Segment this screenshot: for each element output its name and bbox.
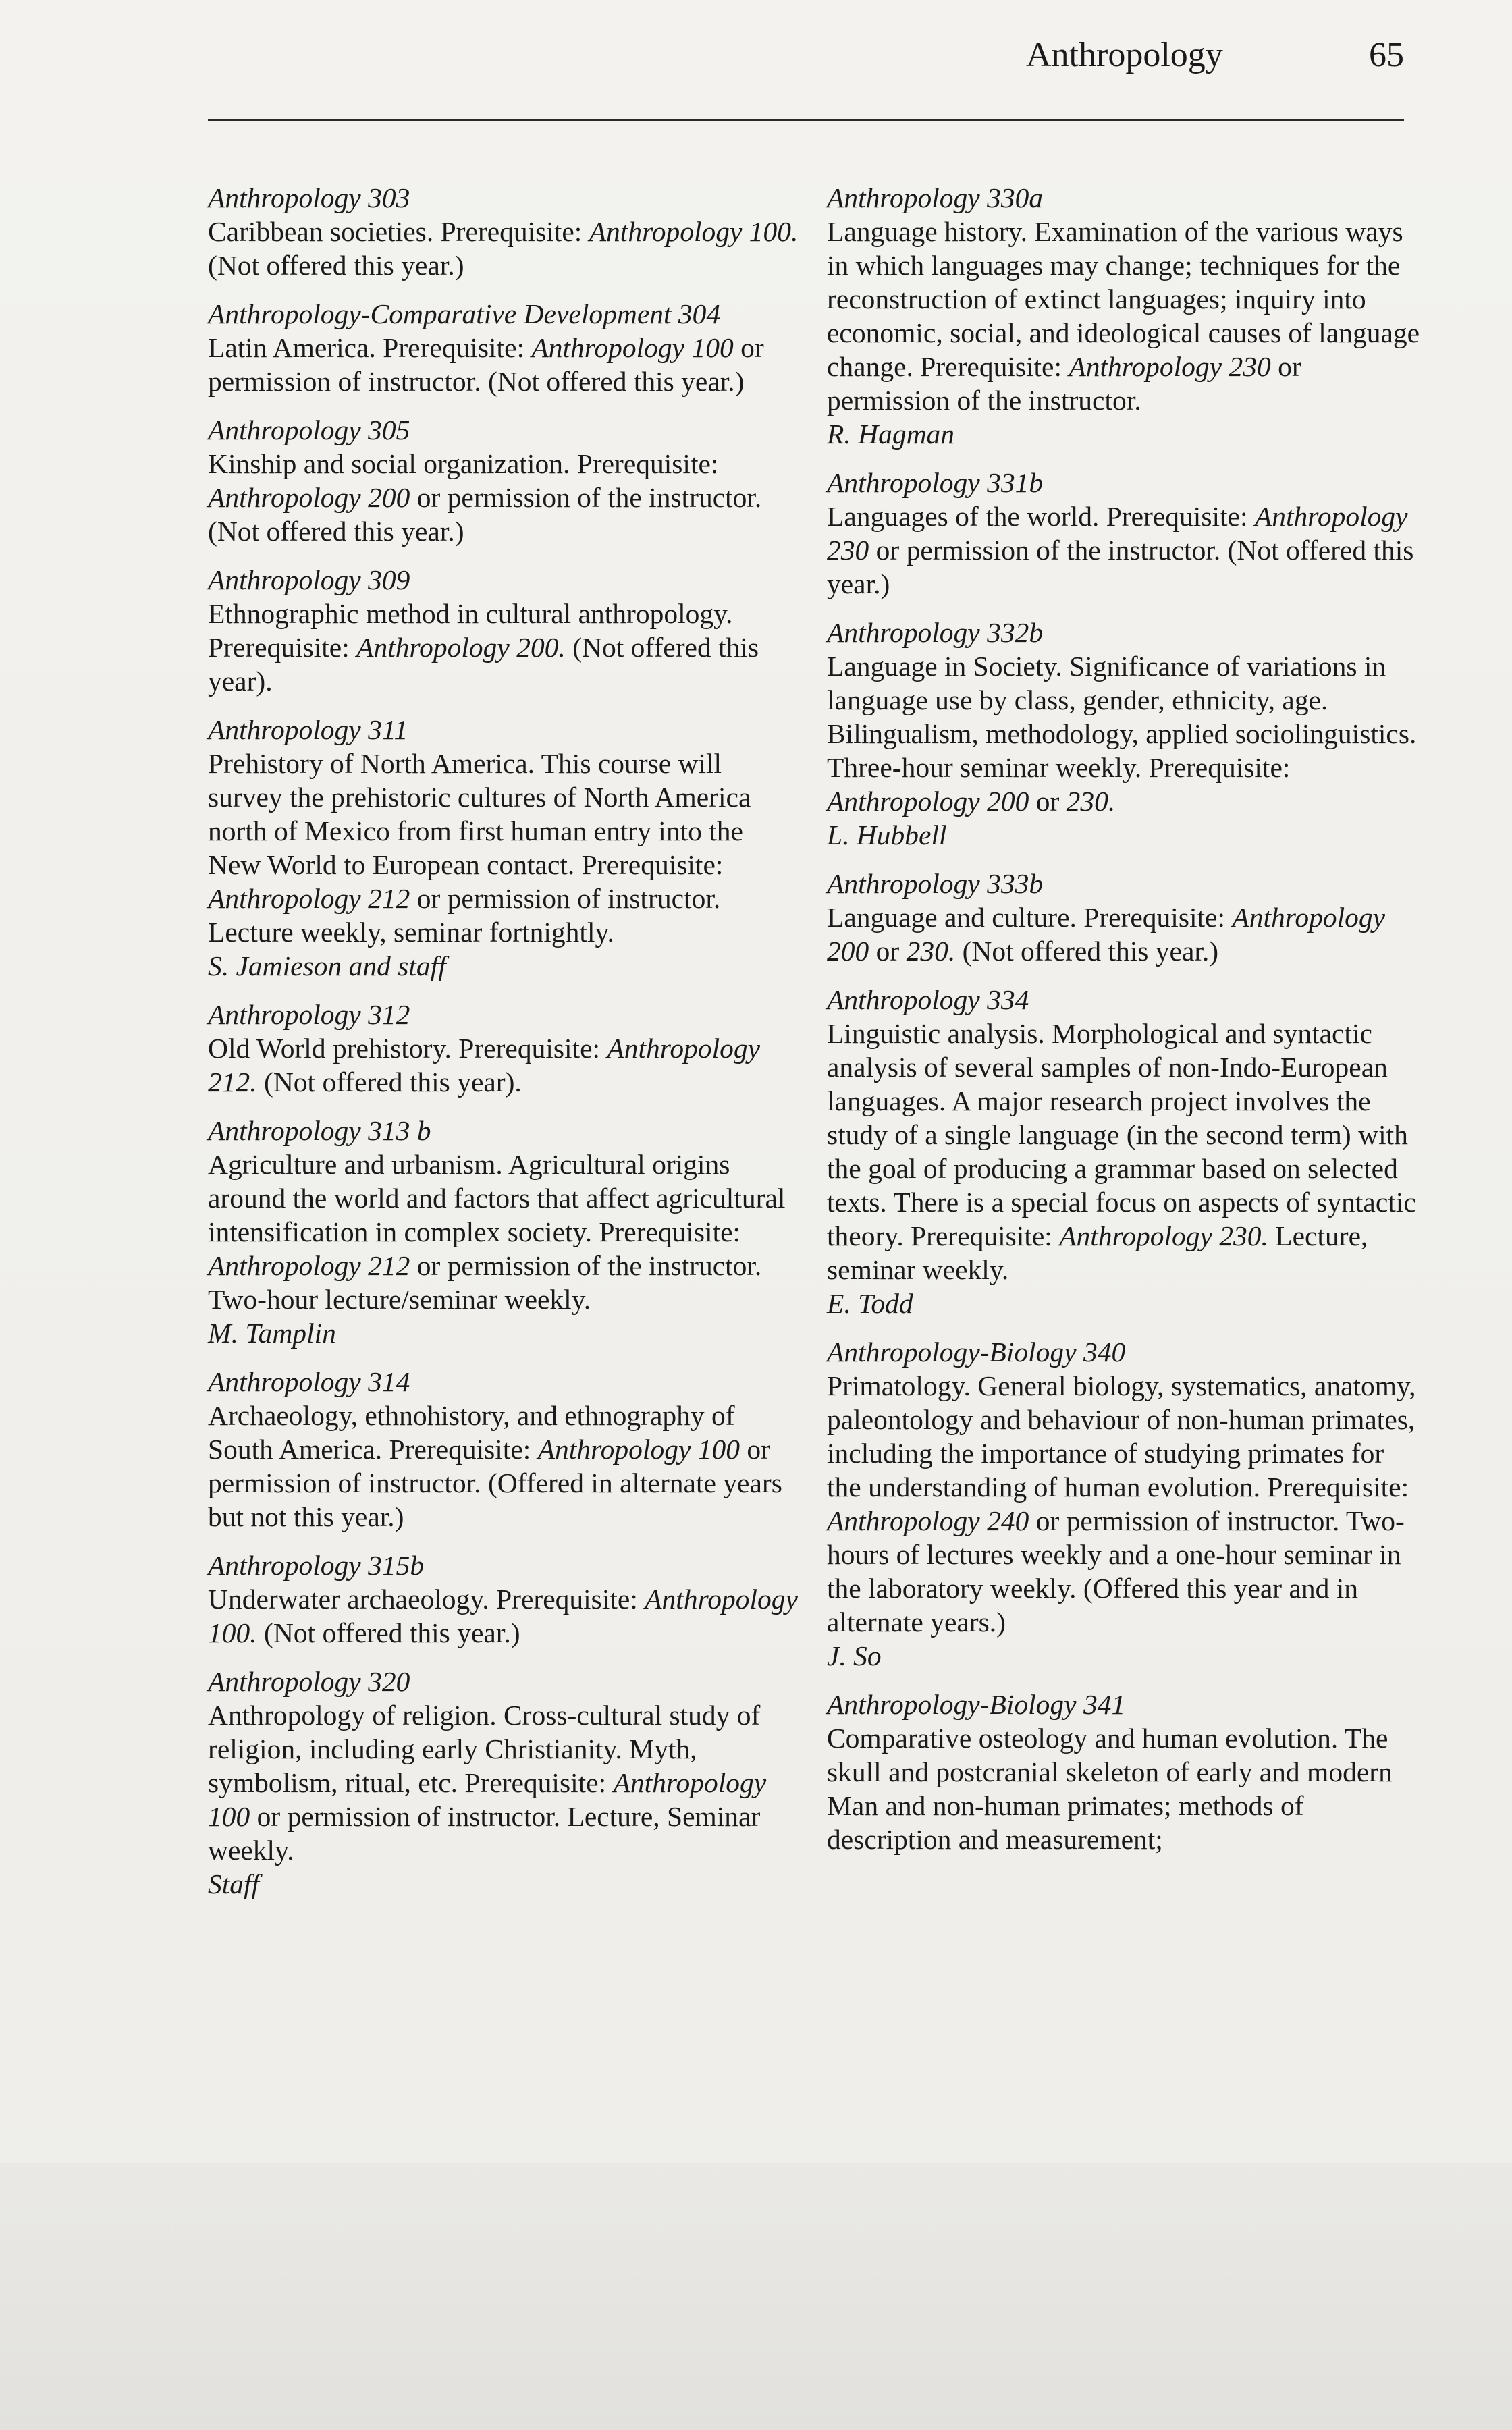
course-reference: Anthropology 100	[537, 1434, 740, 1465]
course-description	[208, 1698, 802, 1867]
course-description	[208, 1582, 802, 1650]
course-reference: Anthropology 240	[827, 1505, 1029, 1536]
instructor-name: S. Jamieson and staff	[208, 950, 446, 981]
course-title: Anthropology-Comparative Development 304	[208, 298, 721, 329]
description-text: or permission of the instructor. Two-hour lecture/seminar weekly.	[208, 1250, 762, 1315]
course-entry	[208, 1665, 802, 1901]
description-text: Primatology. General biology, systematics, anatomy, paleontology and behaviour of non-human primates, including the importance of studying primates for the understanding of human evolution. Prerequisite:	[827, 1370, 1416, 1503]
course-description	[208, 215, 802, 282]
course-entry	[208, 181, 802, 282]
description-text: Kinship and social organization. Prerequisite:	[208, 448, 719, 479]
course-reference: Anthropology 100.	[589, 216, 799, 247]
course-entry	[827, 466, 1421, 601]
course-description	[208, 1148, 802, 1316]
course-reference: Anthropology 212.	[208, 1033, 761, 1098]
description-text: Language and culture. Prerequisite:	[827, 902, 1233, 933]
course-reference: 230.	[906, 936, 956, 967]
course-reference: Anthropology 230.	[1059, 1220, 1268, 1251]
description-text: Lecture, seminar weekly.	[827, 1220, 1368, 1285]
description-text: or	[869, 936, 907, 967]
description-text: or permission of instructor. Lecture, Seminar weekly.	[208, 1801, 761, 1866]
course-description	[827, 500, 1421, 601]
course-title: Anthropology 330a	[827, 182, 1044, 213]
course-entry	[208, 1548, 802, 1650]
course-description	[827, 1721, 1421, 1856]
description-text: (Not offered this year).	[256, 1066, 522, 1098]
left-column	[208, 181, 802, 1916]
course-entry	[208, 413, 802, 548]
course-title: Anthropology 305	[208, 414, 410, 446]
course-title: Anthropology-Biology 340	[827, 1336, 1126, 1368]
description-text: Languages of the world. Prerequisite:	[827, 501, 1255, 532]
course-description	[827, 215, 1421, 417]
course-title: Anthropology 334	[827, 984, 1029, 1015]
description-text: Archaeology, ethnohistory, and ethnography of South America. Prerequisite:	[208, 1400, 735, 1465]
description-text: Underwater archaeology. Prerequisite:	[208, 1584, 645, 1615]
course-description	[827, 1369, 1421, 1639]
description-text: or permission of the instructor. (Not offered this year.)	[208, 482, 762, 547]
description-text: Latin America. Prerequisite:	[208, 332, 532, 363]
course-entry	[208, 1114, 802, 1350]
course-reference: 230.	[1066, 786, 1116, 817]
course-entry	[827, 1688, 1421, 1856]
course-entry	[208, 563, 802, 698]
course-description	[827, 649, 1421, 818]
description-text: (Not offered this year.)	[208, 250, 464, 281]
description-text: or	[1029, 786, 1066, 817]
description-text: Prehistory of North America. This course will survey the prehistoric cultures of North America north of Mexico from first human entry into the New World to European contact. Prerequisite:	[208, 748, 751, 880]
course-reference: Anthropology 100	[208, 1767, 767, 1832]
course-entry	[208, 1365, 802, 1534]
course-reference: Anthropology 200.	[356, 632, 566, 663]
description-text: Comparative osteology and human evolution. The skull and postcranial skeleton of early and modern Man and non-human primates; methods of description and measurement;	[827, 1723, 1393, 1855]
description-text: or permission of the instructor. (Not offered this year.)	[827, 535, 1414, 599]
description-text: (Not offered this year).	[208, 632, 759, 697]
description-text: Agriculture and urbanism. Agricultural origins around the world and factors that affect agricultural intensification in complex society. Prerequisite:	[208, 1149, 786, 1247]
course-entry	[208, 297, 802, 398]
course-entry	[827, 181, 1421, 451]
course-reference: Anthropology 212	[208, 883, 410, 914]
course-entry	[827, 983, 1421, 1320]
description-text: or permission of instructor. (Offered in alternate years but not this year.)	[208, 1434, 782, 1532]
course-title: Anthropology 309	[208, 564, 410, 595]
description-text: Linguistic analysis. Morphological and syntactic analysis of several samples of non-Indo-European languages. A major research project involves the study of a single language (in the second term) with the goal of producing a grammar based on selected texts. There is a special focus on aspects of syntactic theory. Prerequisite:	[827, 1018, 1416, 1251]
course-title: Anthropology 332b	[827, 617, 1044, 648]
instructor-name: R. Hagman	[827, 418, 955, 450]
course-title: Anthropology 311	[208, 714, 408, 745]
instructor-name: Staff	[208, 1868, 260, 1899]
running-head-title: Anthropology	[1026, 36, 1223, 74]
instructor-name: L. Hubbell	[827, 819, 947, 850]
course-reference: Anthropology 212	[208, 1250, 410, 1281]
page-shadow	[0, 2163, 1512, 2430]
description-text: (Not offered this year.)	[256, 1617, 520, 1648]
description-text: Anthropology of religion. Cross-cultural study of religion, including early Christianity. Myth, symbolism, ritual, etc. Prerequisite:	[208, 1700, 761, 1798]
header-rule	[208, 119, 1404, 122]
course-reference: Anthropology 200	[208, 482, 410, 513]
description-text: Caribbean societies. Prerequisite:	[208, 216, 589, 247]
running-head	[1026, 35, 1404, 75]
description-text: Old World prehistory. Prerequisite:	[208, 1033, 608, 1064]
course-reference: Anthropology 230	[1069, 351, 1271, 382]
page-number: 65	[1369, 36, 1404, 74]
instructor-name: J. So	[827, 1640, 882, 1671]
course-reference: Anthropology 100.	[208, 1584, 798, 1648]
course-title: Anthropology 303	[208, 182, 410, 213]
course-description	[827, 1017, 1421, 1287]
course-title: Anthropology 313 b	[208, 1115, 431, 1146]
course-reference: Anthropology 200	[827, 786, 1029, 817]
course-description	[208, 747, 802, 949]
course-description	[827, 900, 1421, 968]
course-entry	[827, 616, 1421, 852]
course-title: Anthropology 312	[208, 999, 410, 1030]
instructor-name: M. Tamplin	[208, 1318, 336, 1349]
course-reference: Anthropology 100	[531, 332, 734, 363]
course-title: Anthropology 314	[208, 1366, 410, 1397]
course-description	[208, 597, 802, 698]
course-description	[208, 331, 802, 398]
description-text: Ethnographic method in cultural anthropology. Prerequisite:	[208, 598, 733, 663]
course-title: Anthropology 320	[208, 1666, 410, 1697]
description-text: or permission of instructor. Two-hours of lectures weekly and a one-hour seminar in the laboratory weekly. (Offered this year and in alternate years.)	[827, 1505, 1405, 1638]
course-description	[208, 1031, 802, 1099]
description-text: Language in Society. Significance of variations in language use by class, gender, ethnicity, age. Bilingualism, methodology, applied sociolinguistics. Three-hour seminar weekly. Prerequisite:	[827, 651, 1417, 783]
right-column	[827, 181, 1421, 1871]
instructor-name: E. Todd	[827, 1288, 913, 1319]
course-title: Anthropology 333b	[827, 868, 1044, 899]
course-entry	[208, 713, 802, 983]
course-reference: Anthropology 200	[827, 902, 1386, 967]
description-text: or permission of the instructor.	[827, 351, 1301, 416]
description-text: Language history. Examination of the various ways in which languages may change; techniques for the reconstruction of extinct languages; inquiry into economic, social, and ideological causes of language change. Prerequisite:	[827, 216, 1420, 382]
course-title: Anthropology 315b	[208, 1550, 425, 1581]
description-text: or permission of instructor. Lecture weekly, seminar fortnightly.	[208, 883, 721, 948]
course-entry	[208, 998, 802, 1099]
course-description	[208, 447, 802, 548]
course-reference: Anthropology 230	[827, 501, 1408, 566]
course-entry	[827, 867, 1421, 968]
description-text: (Not offered this year.)	[955, 936, 1219, 967]
course-title: Anthropology 331b	[827, 467, 1044, 498]
course-description	[208, 1399, 802, 1534]
course-entry	[827, 1335, 1421, 1673]
description-text: or permission of instructor. (Not offered this year.)	[208, 332, 764, 397]
course-title: Anthropology-Biology 341	[827, 1689, 1126, 1720]
